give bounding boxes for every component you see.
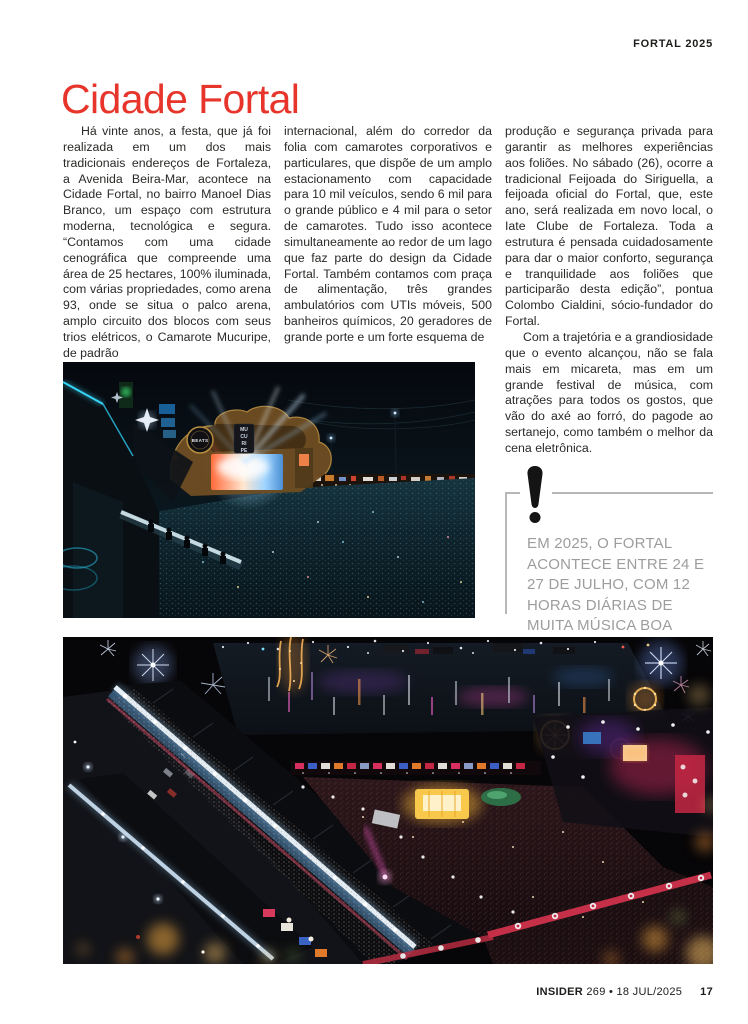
beats-sign-text: BEATS	[191, 438, 209, 443]
pullquote-rule-horizontal-left	[505, 492, 520, 494]
page-number: 17	[700, 986, 713, 998]
magazine-name: INSIDER	[536, 986, 583, 998]
photo-stage-crowd-illustration	[63, 362, 475, 618]
pullquote	[505, 464, 713, 634]
paragraph: internacional, além do corredor da folia com camarotes corporativos e particulares, que dispõe de um amplo estacionamento com capacidade para 10 mil veículos, sendo 6 mil para o grande público e 4 mil para o setor de camarotes. Tudo isso acontece simultaneamente ao redor de um lago que faz parte do design da Cidade Fortal. Também contamos com praça de alimentação, três grandes ambulatórios com UTIs móveis, 500 banheiros químicos, 20 geradores de grande porte e um forte esquema de	[284, 124, 492, 344]
article-column-3	[505, 124, 713, 457]
paragraph: produção e segurança privada para garantir as melhores experiências aos foliões. No sábado (26), ocorre a tradicional Feijoada do Siriguella, a feijoada oficial do Fortal, que, este ano, será realizada em novo local, o Iate Clube de Fortaleza. Toda a estrutura é pensada cuidadosamente para dar o maior conforto, segurança e tranquilidade aos foliões que participarão desta edição”, pontua Colombo Cialdini, sócio-fundador do Fortal.	[505, 124, 713, 329]
mucuripe-sign-row: RI	[241, 441, 247, 447]
paragraph: Há vinte anos, a festa, que já foi realizada em um dos mais tradicionais endereços de Fortaleza, a Avenida Beira-Mar, acontece na Cidade Fortal, no bairro Manoel Dias Branco, um espaço com estrutura moderna, tecnológica e segura. “Contamos com uma cidade cenográfica que compreende uma área de 25 hectares, 100% iluminada, com várias propriedades, como arena 93, onde se situa o palco arena, amplo circuito dos blocos com seus trios elétricos, o Camarote Mucuripe, de padrão	[63, 124, 271, 360]
photo-aerial-festival-illustration	[63, 637, 713, 964]
mucuripe-sign-row: PE	[240, 448, 248, 454]
page-footer	[536, 986, 713, 998]
pullquote-rule-vertical	[505, 492, 507, 614]
page-kicker: FORTAL 2025	[633, 38, 713, 50]
photo-aerial-festival-night	[63, 637, 713, 964]
pullquote-text: EM 2025, O FORTAL ACONTECE ENTRE 24 E 27 DE JULHO, COM 12 HORAS DIÁRIAS DE MUITA MÚSICA BOA	[527, 535, 705, 634]
mucuripe-sign-row: MU	[240, 427, 248, 433]
mucuripe-sign-row: CU	[240, 434, 248, 440]
pullquote-rule-horizontal-right	[552, 492, 713, 494]
article-title: Cidade Fortal	[61, 76, 300, 122]
banner-row	[291, 761, 541, 775]
issue-info: 269 • 18 JUL/2025	[583, 986, 683, 998]
paragraph: Com a trajetória e a grandiosidade que o evento alcançou, não se fala mais em micareta, mas em um grande festival de música, com atrações para todos os gostos, que vão do axé ao forró, do pagode ao sertanejo, como também o melhor da cena eletrônica.	[505, 329, 713, 455]
exclamation-icon	[526, 466, 544, 524]
photo-stage-crowd-night	[63, 362, 475, 618]
